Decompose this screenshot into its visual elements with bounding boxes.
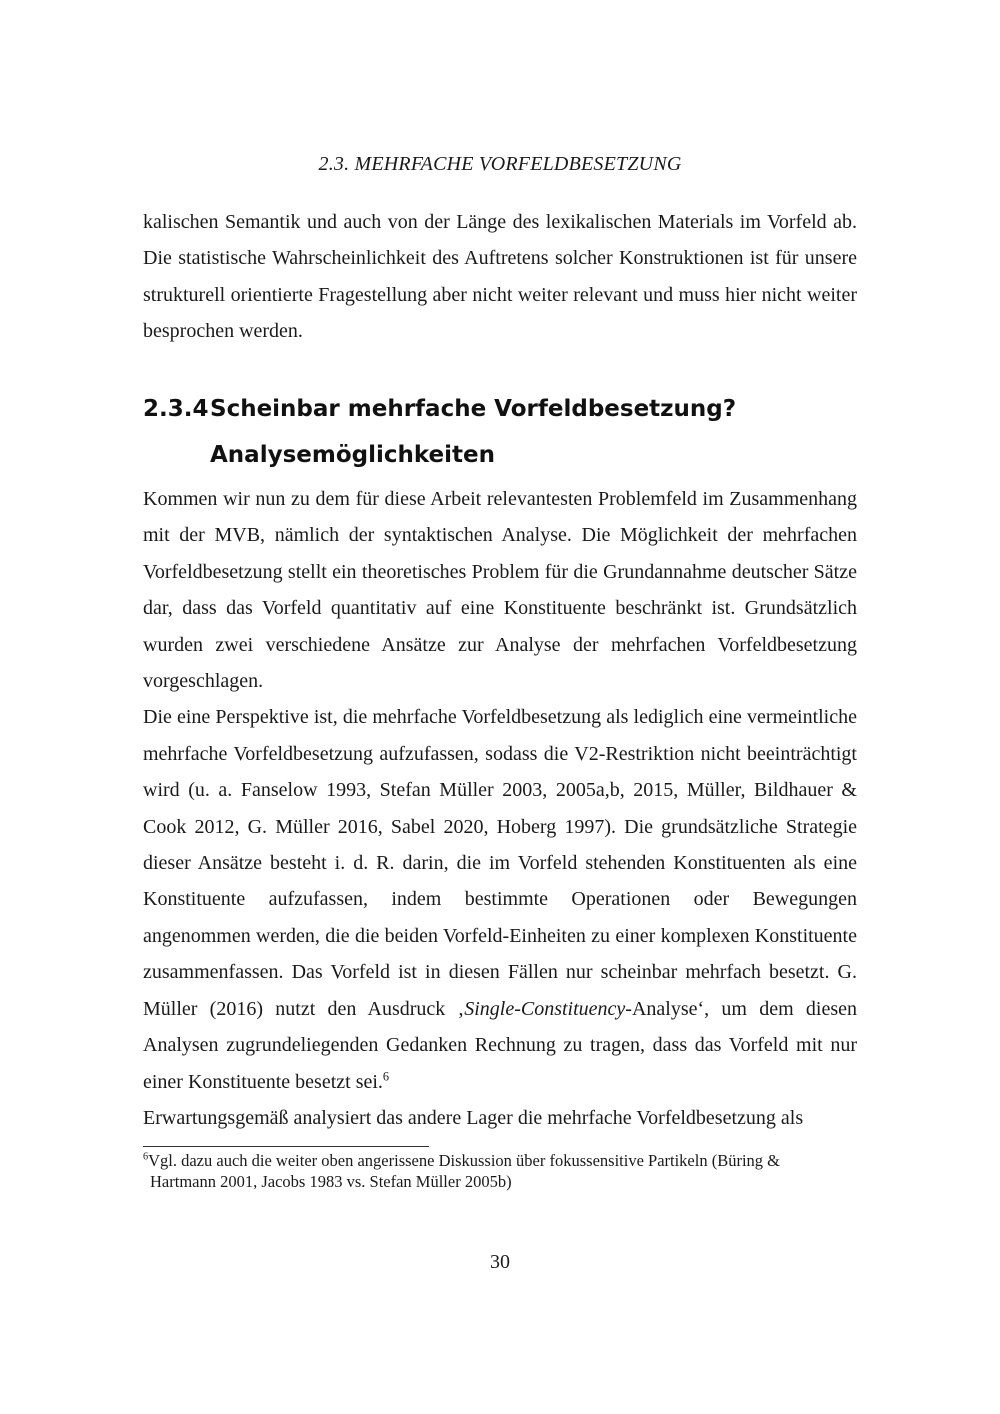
paragraph-2-part2: -Analyse‘, um dem diesen Analysen zugrundeliegenden Gedanken Rechnung zu tragen, dass das Vorfeld mit nur einer Konstituente besetzt sei. <box>143 997 857 1093</box>
section-number: 2.3.4 <box>143 396 209 422</box>
paragraph-2-part1: Die eine Perspektive ist, die mehrfache Vorfeldbesetzung als lediglich eine vermeintliche mehrfache Vorfeldbesetzung aufzufassen, sodass die V2-Restriktion nicht beeinträchtigt wird (u. a. Fanselow 1993, Stefan Müller 2003, 2005a,b, 2015, Müller, Bildhauer & Cook 2012, G. Müller 2016, Sabel 2020, Hoberg 1997). Die grundsätzliche Strategie dieser Ansätze besteht i. d. R. darin, die im Vorfeld stehenden Konstituenten als eine Konstituente aufzufassen, indem bestimmte Operationen oder Bewegungen angenommen werden, die die beiden Vorfeld-Einheiten zu einer komplexen Konstituente zusammenfassen. Das Vorfeld ist in diesen Fällen nur scheinbar mehrfach besetzt. G. Müller (2016) nutzt den Ausdruck ‚ <box>143 706 857 1020</box>
section-title-line2: Analysemöglichkeiten <box>210 442 495 468</box>
paragraph-2-italic-term: Single-Constituency <box>464 997 626 1020</box>
intro-paragraph <box>143 204 857 350</box>
paragraph-3: Erwartungsgemäß analysiert das andere Lager die mehrfache Vorfeldbesetzung als <box>143 1106 804 1129</box>
section-title-line1: Scheinbar mehrfache Vorfeldbesetzung? <box>210 396 737 422</box>
page-number: 30 <box>490 1251 510 1273</box>
section-heading <box>143 386 736 478</box>
footnote-continuation: Hartmann 2001, Jacobs 1983 vs. Stefan Müller 2005b) <box>150 1172 512 1191</box>
main-text <box>143 481 857 1136</box>
footnote-reference[interactable]: 6 <box>382 1068 390 1083</box>
footnote-separator <box>143 1146 429 1147</box>
footnote <box>143 1150 857 1192</box>
footnote-text: Vgl. dazu auch die weiter oben angerissene Diskussion über fokussensitive Partikeln (Büring & <box>148 1151 781 1170</box>
intro-paragraph-text: kalischen Semantik und auch von der Länge des lexikalischen Materials im Vorfeld ab. Die statistische Wahrscheinlichkeit des Auftretens solcher Konstruktionen ist für unsere strukturell orientierte Fragestellung aber nicht weiter relevant und muss hier nicht weiter besprochen werden. <box>143 211 857 343</box>
running-head: 2.3. MEHRFACHE VORFELDBESETZUNG <box>318 153 682 175</box>
footnote-mark: 6 <box>143 1151 149 1163</box>
paragraph-2 <box>143 699 857 1099</box>
paragraph-1: Kommen wir nun zu dem für diese Arbeit relevantesten Problemfeld im Zusammenhang mit der MVB, nämlich der syntaktischen Analyse. Die Möglichkeit der mehrfachen Vorfeldbesetzung stellt ein theoretisches Problem für die Grundannahme deutscher Sätze dar, dass das Vorfeld quantitativ auf eine Konstituente beschränkt ist. Grundsätzlich wurden zwei verschiedene Ansätze zur Analyse der mehrfachen Vorfeldbesetzung vorgeschlagen. <box>143 488 857 693</box>
